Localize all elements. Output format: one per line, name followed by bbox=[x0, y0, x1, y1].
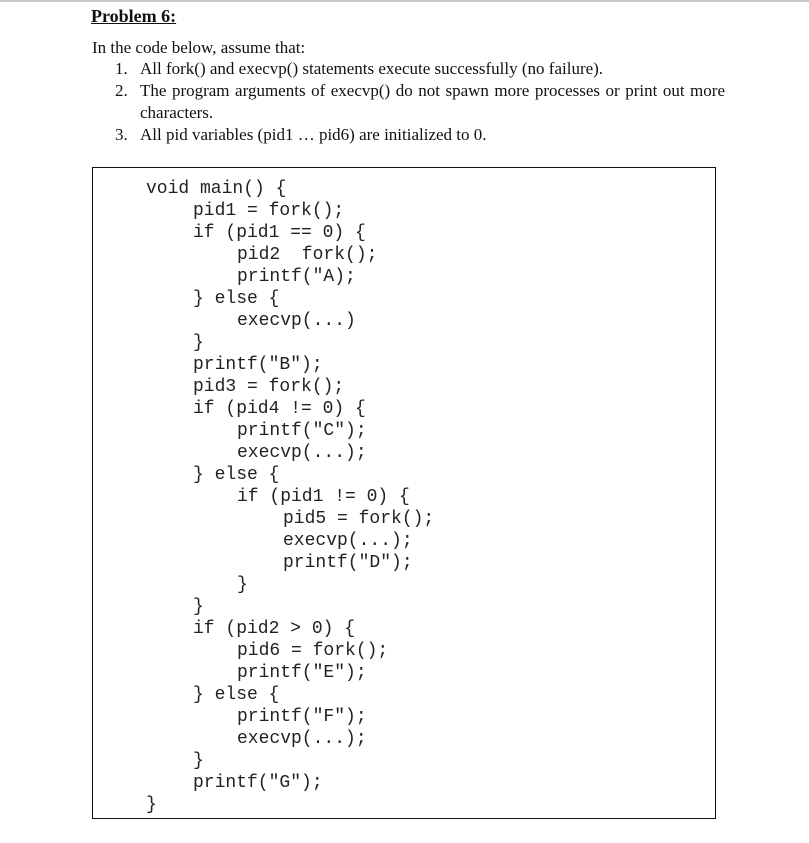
code-line: } bbox=[237, 575, 248, 595]
code-line: } else { bbox=[193, 685, 280, 705]
code-line: void main() { bbox=[146, 179, 287, 199]
code-line: execvp(...) bbox=[237, 311, 356, 331]
top-divider bbox=[0, 0, 809, 2]
assumption-item bbox=[115, 80, 725, 124]
code-line: } else { bbox=[193, 289, 280, 309]
code-line: if (pid1 == 0) { bbox=[193, 223, 366, 243]
code-line: if (pid1 != 0) { bbox=[237, 487, 410, 507]
code-line: pid3 = fork(); bbox=[193, 377, 345, 397]
code-line: printf("G"); bbox=[193, 773, 323, 793]
code-line: pid2 fork(); bbox=[237, 245, 378, 265]
assumption-text: All fork() and execvp() statements execute successfully (no failure). bbox=[140, 59, 604, 78]
code-box bbox=[92, 167, 716, 819]
code-line: if (pid4 != 0) { bbox=[193, 399, 366, 419]
assumption-number: 3. bbox=[115, 125, 128, 144]
code-line: printf("F"); bbox=[237, 707, 367, 727]
code-line: } bbox=[193, 333, 204, 353]
code-line: } bbox=[146, 795, 157, 815]
assumption-item bbox=[115, 124, 725, 146]
assumption-number: 2. bbox=[115, 81, 128, 100]
code-line: execvp(...); bbox=[283, 531, 413, 551]
code-line: execvp(...); bbox=[237, 443, 367, 463]
code-line: } else { bbox=[193, 465, 280, 485]
assumption-text: All pid variables (pid1 … pid6) are initialized to 0. bbox=[140, 125, 487, 144]
code-line: } bbox=[193, 597, 204, 617]
code-line: pid5 = fork(); bbox=[283, 509, 435, 529]
code-line: pid6 = fork(); bbox=[237, 641, 389, 661]
code-line: } bbox=[193, 751, 204, 771]
code-line: pid1 = fork(); bbox=[193, 201, 345, 221]
code-line: execvp(...); bbox=[237, 729, 367, 749]
code-line: printf("A); bbox=[237, 267, 356, 287]
intro-text: In the code below, assume that: bbox=[92, 38, 306, 57]
assumption-text: The program arguments of execvp() do not spawn more processes or print out more characters. bbox=[140, 81, 725, 122]
assumption-list bbox=[115, 58, 725, 146]
code-line: printf("B"); bbox=[193, 355, 323, 375]
assumption-number: 1. bbox=[115, 59, 128, 78]
code-line: printf("C"); bbox=[237, 421, 367, 441]
problem-title: Problem 6: bbox=[91, 6, 177, 26]
code-line: printf("E"); bbox=[237, 663, 367, 683]
assumption-item bbox=[115, 58, 725, 80]
code-line: if (pid2 > 0) { bbox=[193, 619, 356, 639]
code-line: printf("D"); bbox=[283, 553, 413, 573]
